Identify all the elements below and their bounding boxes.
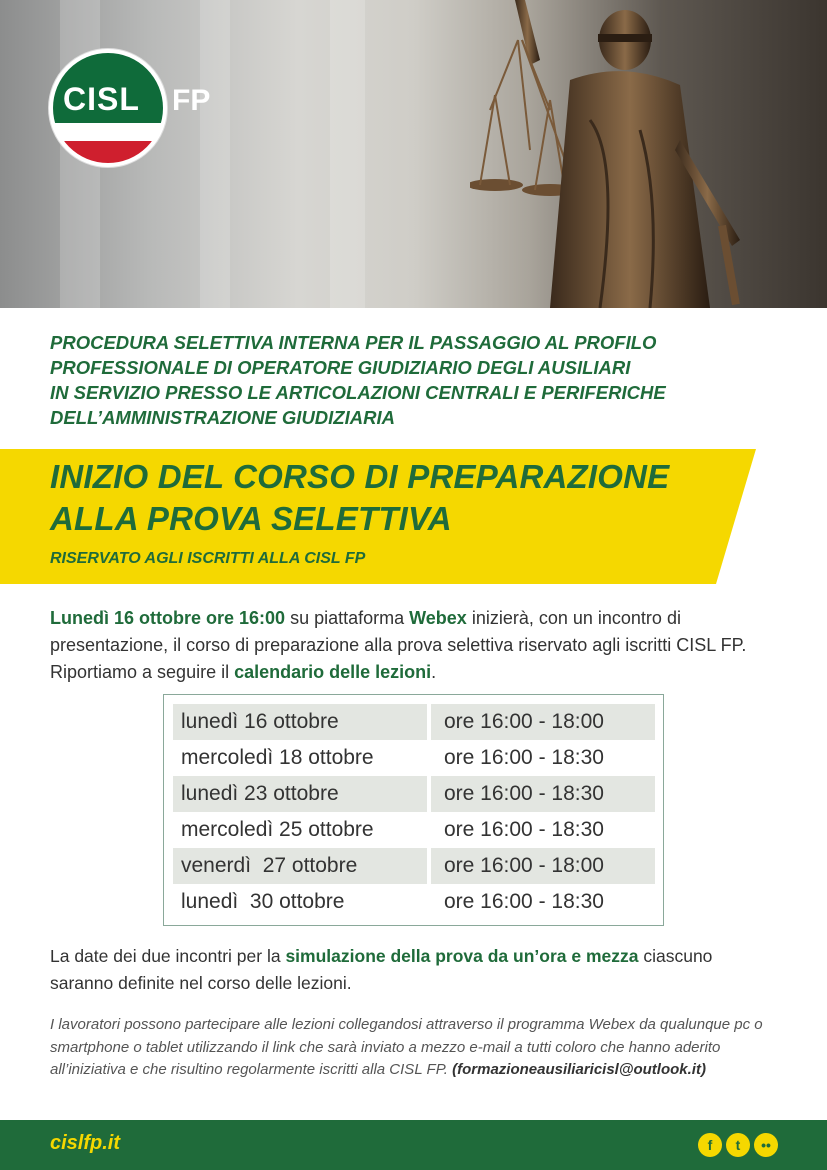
table-row xyxy=(173,848,655,884)
hero-image xyxy=(0,0,827,308)
footer xyxy=(0,1120,827,1170)
intro-paragraph: Lunedì 16 ottobre ore 16:00 su piattaforma Webex inizierà, con un incontro di presentazione, il corso di preparazione alla prova selettiva riservato agli iscritti CISL FP. Riportiamo a seguire il calendario delle lezioni. xyxy=(50,608,747,682)
intro-line: PROCEDURA SELETTIVA INTERNA PER IL PASSAGGIO AL PROFILO xyxy=(50,332,657,353)
cisl-logo xyxy=(49,49,167,167)
intro-line: DELL’AMMINISTRAZIONE GIUDIZIARIA xyxy=(50,407,395,428)
calendar-day: lunedì 30 ottobre xyxy=(181,890,345,913)
table-row xyxy=(173,740,655,776)
calendar-time: ore 16:00 - 18:00 xyxy=(444,854,604,877)
facebook-icon[interactable]: f xyxy=(698,1133,722,1157)
flickr-icon[interactable]: •• xyxy=(754,1133,778,1157)
intro-heading xyxy=(50,330,770,430)
website-link[interactable]: cislfp.it xyxy=(50,1132,121,1154)
calendar-day: venerdì 27 ottobre xyxy=(181,854,358,877)
banner-title-line1: INIZIO DEL CORSO DI PREPARAZIONE xyxy=(50,458,670,495)
logo-text: CISL xyxy=(63,81,140,117)
calendar-day: mercoledì 18 ottobre xyxy=(181,746,374,769)
calendar-time: ore 16:00 - 18:30 xyxy=(444,782,604,805)
banner-title-line2: ALLA PROVA SELETTIVA xyxy=(50,500,452,537)
contact-email[interactable]: (formazioneausiliaricisl@outlook.it) xyxy=(452,1061,706,1078)
calendar-time: ore 16:00 - 18:30 xyxy=(444,746,604,769)
calendar-day: lunedì 23 ottobre xyxy=(181,782,339,805)
table-row xyxy=(173,704,655,740)
calendar-time: ore 16:00 - 18:30 xyxy=(444,818,604,841)
calendar-table xyxy=(163,694,664,926)
table-row xyxy=(173,884,655,920)
logo-suffix: FP xyxy=(172,84,211,117)
background-column xyxy=(330,0,365,308)
twitter-icon[interactable]: t xyxy=(726,1133,750,1157)
simulation-paragraph: La date dei due incontri per la simulazione della prova da un’ora e mezza ciascuno saranno definite nel corso delle lezioni. xyxy=(50,946,713,993)
calendar-day: mercoledì 25 ottobre xyxy=(181,818,374,841)
banner-subtitle: RISERVATO AGLI ISCRITTI ALLA CISL FP xyxy=(50,550,366,567)
table-row xyxy=(173,812,655,848)
participation-note: I lavoratori possono partecipare alle lezioni collegandosi attraverso il programma Webex da qualunque pc o smartphone o tablet utilizzando il link che sarà inviato a mezzo e-mail a tutti coloro che hanno aderito all’iniziativa e che risultino regolarmente iscritti alla CISL FP. (formazioneausiliaricisl@outlook.it) xyxy=(50,1016,763,1078)
intro-line: IN SERVIZIO PRESSO LE ARTICOLAZIONI CENTRALI E PERIFERICHE xyxy=(50,382,666,403)
justice-statue-image xyxy=(470,0,760,308)
intro-line: PROFESSIONALE DI OPERATORE GIUDIZIARIO DEGLI AUSILIARI xyxy=(50,357,631,378)
calendar-time: ore 16:00 - 18:00 xyxy=(444,710,604,733)
calendar-day: lunedì 16 ottobre xyxy=(181,710,339,733)
table-row xyxy=(173,776,655,812)
background-column xyxy=(200,0,230,308)
calendar-time: ore 16:00 - 18:30 xyxy=(444,890,604,913)
